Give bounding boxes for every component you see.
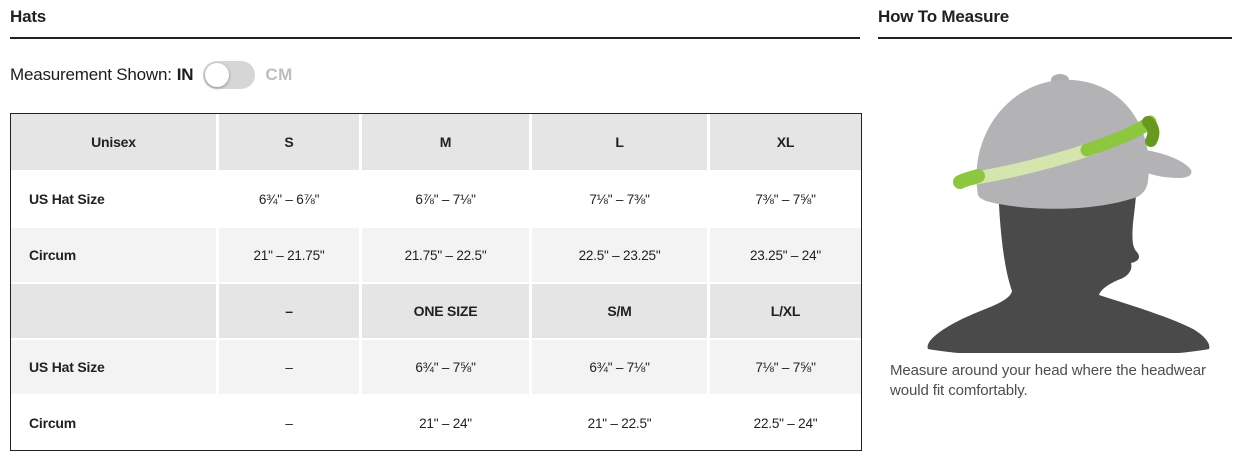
column-header bbox=[11, 282, 216, 338]
row-label: US Hat Size bbox=[11, 338, 216, 394]
size-cell: 6¾" – 6⅞" bbox=[216, 170, 359, 226]
size-cell: 6⅞" – 7⅛" bbox=[359, 170, 529, 226]
page-title: Hats bbox=[10, 0, 860, 39]
size-cell: 6¾" – 7⅛" bbox=[529, 338, 707, 394]
size-cell: 21" – 22.5" bbox=[529, 394, 707, 450]
measure-caption: Measure around your head where the headwear would fit comfortably. bbox=[890, 362, 1206, 400]
unit-toggle[interactable] bbox=[203, 61, 255, 89]
size-cell: 22.5" – 24" bbox=[707, 394, 861, 450]
size-cell: 21.75" – 22.5" bbox=[359, 226, 529, 282]
table-header-row bbox=[11, 114, 861, 170]
how-to-measure-section bbox=[878, 0, 1232, 402]
size-cell: 21" – 21.75" bbox=[216, 226, 359, 282]
size-chart-section bbox=[10, 0, 860, 451]
column-header: M bbox=[359, 114, 529, 170]
measuring-tape-tip bbox=[960, 176, 978, 182]
head-measure-illustration-icon bbox=[902, 53, 1232, 353]
size-cell: 7⅛" – 7⅜" bbox=[529, 170, 707, 226]
size-table bbox=[10, 113, 862, 451]
table-row bbox=[11, 394, 861, 450]
table-row bbox=[11, 226, 861, 282]
column-header: – bbox=[216, 282, 359, 338]
how-to-measure-heading: How To Measure bbox=[878, 0, 1232, 39]
measuring-tape-fold bbox=[1148, 122, 1153, 141]
size-cell: 6¾" – 7⅝" bbox=[359, 338, 529, 394]
toggle-knob[interactable] bbox=[205, 63, 229, 87]
measurement-toggle-row bbox=[10, 61, 860, 89]
row-label: Circum bbox=[11, 226, 216, 282]
size-cell: – bbox=[216, 394, 359, 450]
table-row bbox=[11, 170, 861, 226]
size-cell: 22.5" – 23.25" bbox=[529, 226, 707, 282]
size-cell: 7⅛" – 7⅝" bbox=[707, 338, 861, 394]
size-cell: 21" – 24" bbox=[359, 394, 529, 450]
measurement-label-text: Measurement Shown: bbox=[10, 65, 172, 84]
selected-unit-label: IN bbox=[176, 65, 194, 84]
column-header: ONE SIZE bbox=[359, 282, 529, 338]
cap-dome bbox=[976, 80, 1148, 209]
size-cell: 7⅜" – 7⅝" bbox=[707, 170, 861, 226]
column-header: XL bbox=[707, 114, 861, 170]
column-header: L bbox=[529, 114, 707, 170]
row-label: Circum bbox=[11, 394, 216, 450]
column-header: Unisex bbox=[11, 114, 216, 170]
column-header: S bbox=[216, 114, 359, 170]
table-header-row bbox=[11, 282, 861, 338]
alternate-unit-label: CM bbox=[265, 65, 293, 84]
row-label: US Hat Size bbox=[11, 170, 216, 226]
measurement-label bbox=[10, 65, 193, 85]
size-cell: 23.25" – 24" bbox=[707, 226, 861, 282]
table-row bbox=[11, 338, 861, 394]
column-header: L/XL bbox=[707, 282, 861, 338]
size-cell: – bbox=[216, 338, 359, 394]
column-header: S/M bbox=[529, 282, 707, 338]
